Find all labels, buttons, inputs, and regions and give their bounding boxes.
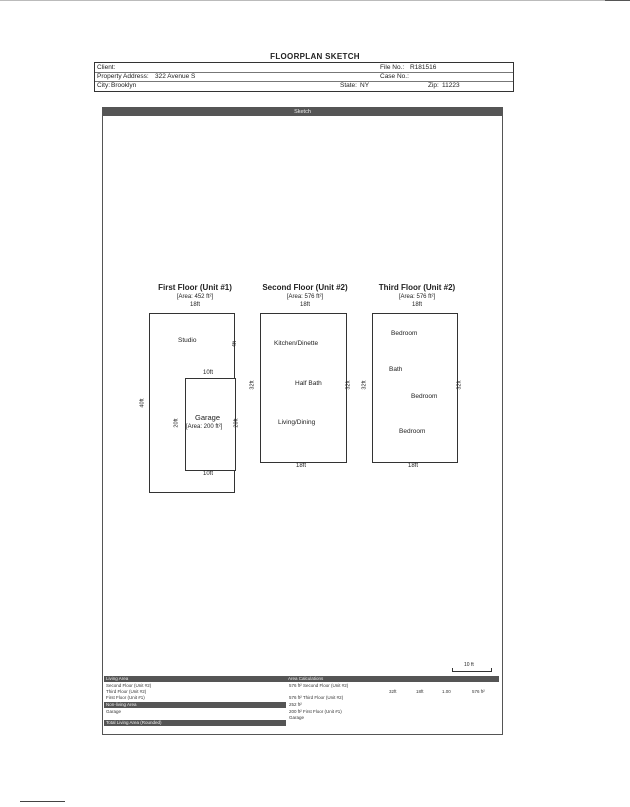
row-second-floor: Second Floor (Unit #2) — [106, 683, 152, 688]
area-calculations-table — [104, 676, 499, 728]
calc-garage: Garage — [289, 715, 305, 720]
room-kitchen-dinette: Kitchen/Dinette — [274, 340, 319, 347]
scan-edge — [0, 0, 630, 1]
file-no-value: R181516 — [410, 64, 437, 71]
calc-col-result: 576 ft² — [472, 689, 485, 694]
total-living-area-bar: Total Living Area (Rounded) — [104, 720, 286, 726]
state-value: NY — [360, 82, 370, 89]
scale-label: 10 ft — [464, 662, 474, 668]
dim-garage-top: 10ft — [203, 370, 214, 376]
calc-first-floor: 200 ft² First Floor (Unit #1) — [289, 709, 342, 714]
dim-third-right: 32ft — [456, 380, 463, 390]
footer-rule — [20, 801, 65, 802]
first-floor-top-dim: 18ft — [189, 302, 200, 308]
non-living-area-bar: Non-living Area — [104, 702, 286, 708]
calc-col-factor: 1.00 — [442, 689, 451, 694]
first-floor-title: First Floor (Unit #1) — [158, 283, 232, 292]
calc-col-length: 32ft — [389, 689, 397, 694]
calc-col-width: 18ft — [416, 689, 424, 694]
zip-value: 11223 — [442, 82, 460, 89]
living-area-header: Living Area — [104, 676, 286, 682]
file-no-label: File No.: — [380, 64, 405, 71]
calc-second-floor: 576 ft² Second Floor (Unit #2) — [289, 683, 349, 688]
room-bedroom-2: Bedroom — [411, 393, 438, 400]
room-studio: Studio — [178, 337, 197, 344]
second-floor-outline — [260, 313, 347, 463]
first-floor-area: [Area: 452 ft²] — [176, 294, 214, 300]
dim-40ft: 40ft — [139, 398, 146, 408]
dim-third-left: 32ft — [361, 380, 368, 390]
city-value: Brooklyn — [111, 82, 137, 89]
third-floor-area: [Area: 576 ft²] — [398, 294, 436, 300]
dim-garage-right: 20ft — [233, 418, 240, 428]
garage-area: [Area: 200 ft²] — [186, 424, 223, 430]
calc-first-floor-area: 252 ft² — [289, 702, 302, 707]
scan-corner — [605, 0, 630, 5]
header-table — [94, 62, 514, 92]
state-label: State: — [340, 82, 357, 89]
third-floor-title: Third Floor (Unit #2) — [378, 283, 456, 292]
case-no-label: Case No.: — [380, 73, 409, 80]
second-floor-title: Second Floor (Unit #2) — [262, 283, 348, 292]
area-calculations-header: Area Calculations — [286, 676, 499, 682]
zip-label: Zip: — [428, 82, 439, 89]
city-label: City: — [97, 82, 110, 89]
dim-garage-bottom: 10ft — [203, 471, 214, 477]
scale-bar — [452, 668, 492, 672]
room-bedroom-3: Bedroom — [399, 428, 426, 435]
page-title: FLOORPLAN SKETCH — [270, 52, 360, 61]
dim-second-left: 32ft — [249, 380, 256, 390]
second-floor-top-dim: 18ft — [299, 302, 310, 308]
address-value: 322 Avenue S — [155, 73, 196, 80]
client-label: Client: — [97, 64, 116, 71]
header-row-city — [95, 81, 513, 90]
second-floor-area: [Area: 576 ft²] — [286, 294, 324, 300]
room-living-dining: Living/Dining — [278, 419, 316, 426]
room-bath: Bath — [389, 366, 403, 373]
sketch-title-bar: Sketch — [103, 108, 502, 116]
row-first-floor: First Floor (Unit #1) — [106, 695, 145, 700]
dim-second-right: 32ft — [345, 380, 352, 390]
room-bedroom-1: Bedroom — [391, 330, 418, 337]
second-floor-bottom-dim: 18ft — [296, 463, 307, 469]
row-third-floor: Third Floor (Unit #2) — [106, 689, 147, 694]
calc-third-floor: 576 ft² Third Floor (Unit #2) — [289, 695, 344, 700]
dim-4ft: 4ft — [232, 340, 239, 348]
third-floor-bottom-dim: 18ft — [408, 463, 419, 469]
room-half-bath: Half Bath — [295, 380, 322, 387]
room-garage: Garage — [195, 413, 221, 422]
third-floor-top-dim: 18ft — [411, 302, 422, 308]
row-garage: Garage — [106, 709, 122, 714]
address-label: Property Address: — [97, 73, 149, 80]
dim-garage-left: 20ft — [173, 418, 180, 428]
